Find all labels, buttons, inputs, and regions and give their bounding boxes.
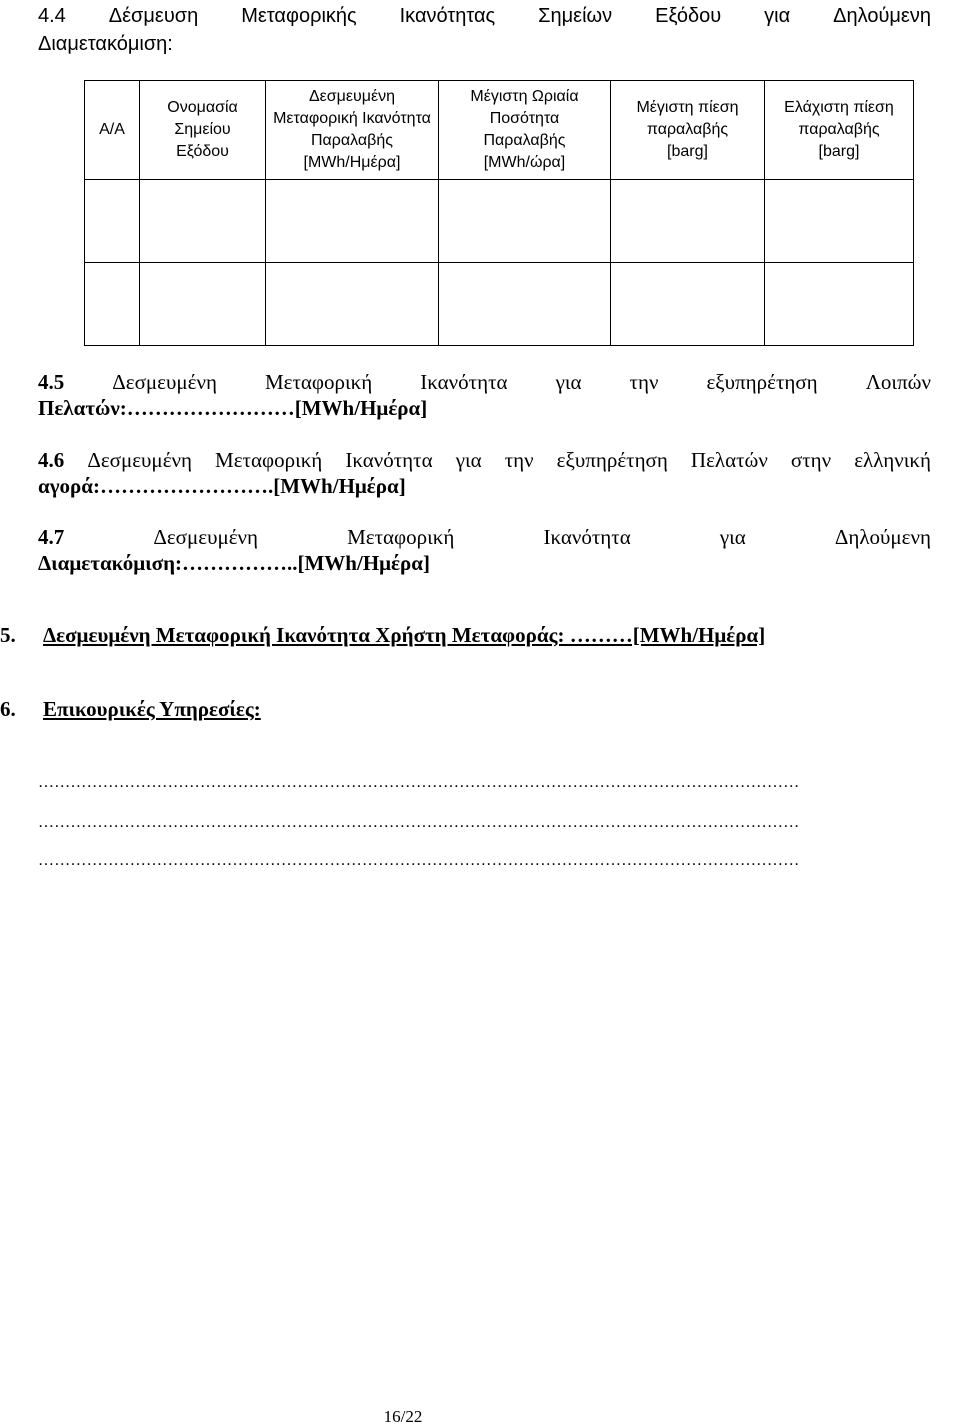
section-4-6-number: 4.6 bbox=[38, 448, 65, 472]
section-5-number: 5. bbox=[0, 623, 16, 647]
table-cell[interactable] bbox=[611, 180, 765, 263]
table-cell[interactable] bbox=[611, 263, 765, 346]
table-cell[interactable] bbox=[140, 263, 266, 346]
table-cell[interactable] bbox=[765, 180, 914, 263]
section-6-number: 6. bbox=[0, 697, 16, 721]
section-4-6-word: Πελατών bbox=[690, 448, 768, 472]
section-4-7-word: Δηλούμενη bbox=[834, 525, 931, 549]
section-4-6-line1 bbox=[38, 447, 931, 473]
section-4-5 bbox=[38, 369, 931, 421]
section-4-5-number: 4.5 bbox=[38, 370, 65, 394]
section-4-4-word: Μεταφορικής bbox=[241, 5, 357, 27]
section-4-5-word: Λοιπών bbox=[865, 370, 931, 394]
section-4-7-word: Ικανότητα bbox=[543, 525, 631, 549]
exit-points-table bbox=[84, 80, 914, 346]
section-4-5-line2: Πελατών:……………………[MWh/Ημέρα] bbox=[38, 396, 428, 420]
page-number: 16/22 bbox=[383, 1407, 423, 1426]
dotted-line[interactable]: …………………………………………………………………………………………………………………………… bbox=[38, 814, 800, 831]
header-min-pressure: Ελάχιστη πίεση παραλαβής [barg] bbox=[765, 81, 914, 180]
table-cell[interactable] bbox=[140, 180, 266, 263]
table-cell[interactable] bbox=[85, 180, 140, 263]
section-4-6-line2: αγορά:…………………….[MWh/Ημέρα] bbox=[38, 474, 406, 498]
section-4-5-word: εξυπηρέτηση bbox=[706, 370, 818, 394]
section-4-4-word: Δηλούμενη bbox=[833, 5, 931, 27]
section-6 bbox=[0, 697, 960, 725]
section-4-4-word: Δέσμευση bbox=[108, 5, 199, 27]
table-cell[interactable] bbox=[439, 180, 611, 263]
header-max-hourly-quantity: Μέγιστη Ωριαία Ποσότητα Παραλαβής [MWh/ώρα] bbox=[439, 81, 611, 180]
section-4-6-word: την bbox=[504, 448, 534, 472]
table-cell[interactable] bbox=[266, 180, 439, 263]
section-4-5-line1 bbox=[38, 369, 931, 395]
section-4-7-line1 bbox=[38, 524, 931, 550]
section-4-4-heading bbox=[38, 2, 931, 58]
section-4-5-word: Μεταφορική bbox=[264, 370, 373, 394]
section-5 bbox=[0, 623, 960, 651]
section-4-5-word: την bbox=[629, 370, 659, 394]
dotted-line[interactable]: …………………………………………………………………………………………………………………………… bbox=[38, 852, 800, 869]
section-4-7-number: 4.7 bbox=[38, 525, 65, 549]
table-cell[interactable] bbox=[266, 263, 439, 346]
section-4-6-word: ελληνική bbox=[854, 448, 931, 472]
section-4-7-word: για bbox=[719, 525, 746, 549]
section-4-6-word: Ικανότητα bbox=[345, 448, 433, 472]
section-4-5-word: Ικανότητα bbox=[420, 370, 508, 394]
section-4-4-word: 4.4 bbox=[38, 5, 66, 27]
section-6-text: Επικουρικές Υπηρεσίες: bbox=[43, 697, 261, 721]
section-4-6-word: για bbox=[455, 448, 482, 472]
section-4-5-word: Δεσμευμένη bbox=[112, 370, 217, 394]
section-4-6-word: Μεταφορική bbox=[215, 448, 323, 472]
header-aa: Α/Α bbox=[85, 81, 140, 180]
section-4-7 bbox=[38, 524, 931, 576]
section-4-4-word: Σημείων bbox=[538, 5, 613, 27]
table-row bbox=[85, 180, 914, 263]
header-reserved-capacity: Δεσμευμένη Μεταφορική Ικανότητα Παραλαβής [MWh/Ημέρα] bbox=[266, 81, 439, 180]
dotted-line[interactable]: …………………………………………………………………………………………………………………………… bbox=[38, 774, 800, 791]
section-4-6 bbox=[38, 447, 931, 499]
section-4-7-line2: Διαμετακόμιση:……………..[MWh/Ημέρα] bbox=[38, 551, 430, 575]
section-4-7-word: Δεσμευμένη bbox=[153, 525, 259, 549]
table-row bbox=[85, 263, 914, 346]
table-cell[interactable] bbox=[439, 263, 611, 346]
table-cell[interactable] bbox=[85, 263, 140, 346]
section-4-4-word: Ικανότητας bbox=[399, 5, 496, 27]
section-4-4-word: για bbox=[764, 5, 791, 27]
section-4-6-word: Δεσμευμένη bbox=[87, 448, 192, 472]
section-5-text: Δεσμευμένη Μεταφορική Ικανότητα Χρήστη Μεταφοράς: ………[MWh/Ημέρα] bbox=[43, 623, 766, 647]
section-4-4-line2: Διαμετακόμιση: bbox=[38, 33, 173, 55]
section-4-6-word: στην bbox=[790, 448, 832, 472]
section-4-6-word: εξυπηρέτηση bbox=[556, 448, 668, 472]
table-header-row bbox=[85, 81, 914, 180]
table-cell[interactable] bbox=[765, 263, 914, 346]
header-max-pressure: Μέγιστη πίεση παραλαβής [barg] bbox=[611, 81, 765, 180]
section-4-4-word: Εξόδου bbox=[655, 5, 722, 27]
header-exit-point-name: Ονομασία Σημείου Εξόδου bbox=[140, 81, 266, 180]
section-4-5-word: για bbox=[555, 370, 582, 394]
section-4-7-word: Μεταφορική bbox=[347, 525, 455, 549]
section-4-4-line1 bbox=[38, 2, 931, 30]
